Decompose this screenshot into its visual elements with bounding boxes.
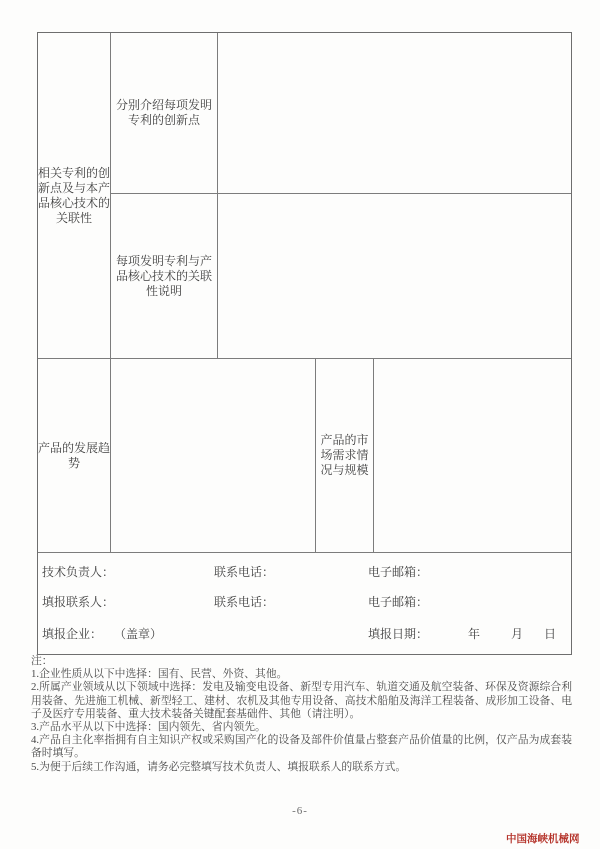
note-item-2: 2.所属产业领域从以下领域中选择：发电及输变电设备、新型专用汽车、轨道交通及航空装备、环保及资源综合利用装备、先进施工机械、新型轻工、建材、农机及其他专用设备、高技术船舶及海洋工程装备、成形加工设备、电子及医疗专用装备、重大技术装备关键配套基础件、其他（请注明）。 bbox=[31, 681, 572, 720]
patent-section-row-label: 相关专利的创新点及与本产品核心技术的关联性 bbox=[38, 33, 111, 359]
reporter-label: 填报联系人： bbox=[42, 595, 115, 609]
reporter-phone-label: 联系电话： bbox=[214, 595, 275, 609]
note-item-1: 1.企业性质从以下中选择：国有、民营、外资、其他。 bbox=[31, 668, 288, 681]
application-form-table bbox=[37, 32, 572, 655]
page-number: -6- bbox=[292, 805, 308, 817]
market-demand-value-cell bbox=[374, 359, 571, 553]
note-item-3: 3.产品水平从以下中选择：国内领先、省内领先。 bbox=[31, 721, 266, 734]
watermark-text: 中国海峡机械网 bbox=[506, 833, 580, 845]
seal-label: （盖章） bbox=[114, 627, 163, 641]
day-label: 日 bbox=[544, 627, 557, 641]
notes-section bbox=[31, 655, 572, 774]
product-trend-label-cell: 产品的发展趋势 bbox=[38, 359, 111, 553]
tech-phone-label: 联系电话： bbox=[214, 565, 275, 579]
core-tech-relation-value-cell bbox=[218, 194, 571, 359]
product-trend-value-cell bbox=[111, 359, 316, 553]
innovation-points-value-cell bbox=[218, 33, 571, 194]
reporter-email-label: 电子邮箱： bbox=[368, 595, 429, 609]
tech-email-label: 电子邮箱： bbox=[368, 565, 429, 579]
date-label: 填报日期： bbox=[368, 627, 429, 641]
note-item-5: 5.为便于后续工作沟通，请务必完整填写技术负责人、填报联系人的联系方式。 bbox=[31, 760, 407, 773]
company-label: 填报企业： bbox=[42, 627, 103, 641]
tech-lead-label: 技术负责人： bbox=[42, 565, 115, 579]
contact-info-cell bbox=[38, 553, 571, 654]
note-item-4: 4.产品自主化率指拥有自主知识产权或采购国产化的设备及部件价值量占整套产品价值量的比例，仅产品为成套装备时填写。 bbox=[31, 734, 572, 760]
company-row bbox=[38, 627, 571, 643]
core-tech-relation-label-cell: 每项发明专利与产品核心技术的关联性说明 bbox=[111, 194, 218, 359]
reporter-row bbox=[38, 595, 571, 611]
innovation-points-label-cell: 分别介绍每项发明专利的创新点 bbox=[111, 33, 218, 194]
month-label: 月 bbox=[511, 627, 524, 641]
year-label: 年 bbox=[468, 627, 481, 641]
market-demand-label-cell: 产品的市场需求情况与规模 bbox=[316, 359, 374, 553]
tech-lead-row bbox=[38, 565, 571, 581]
notes-heading: 注： bbox=[31, 655, 53, 667]
